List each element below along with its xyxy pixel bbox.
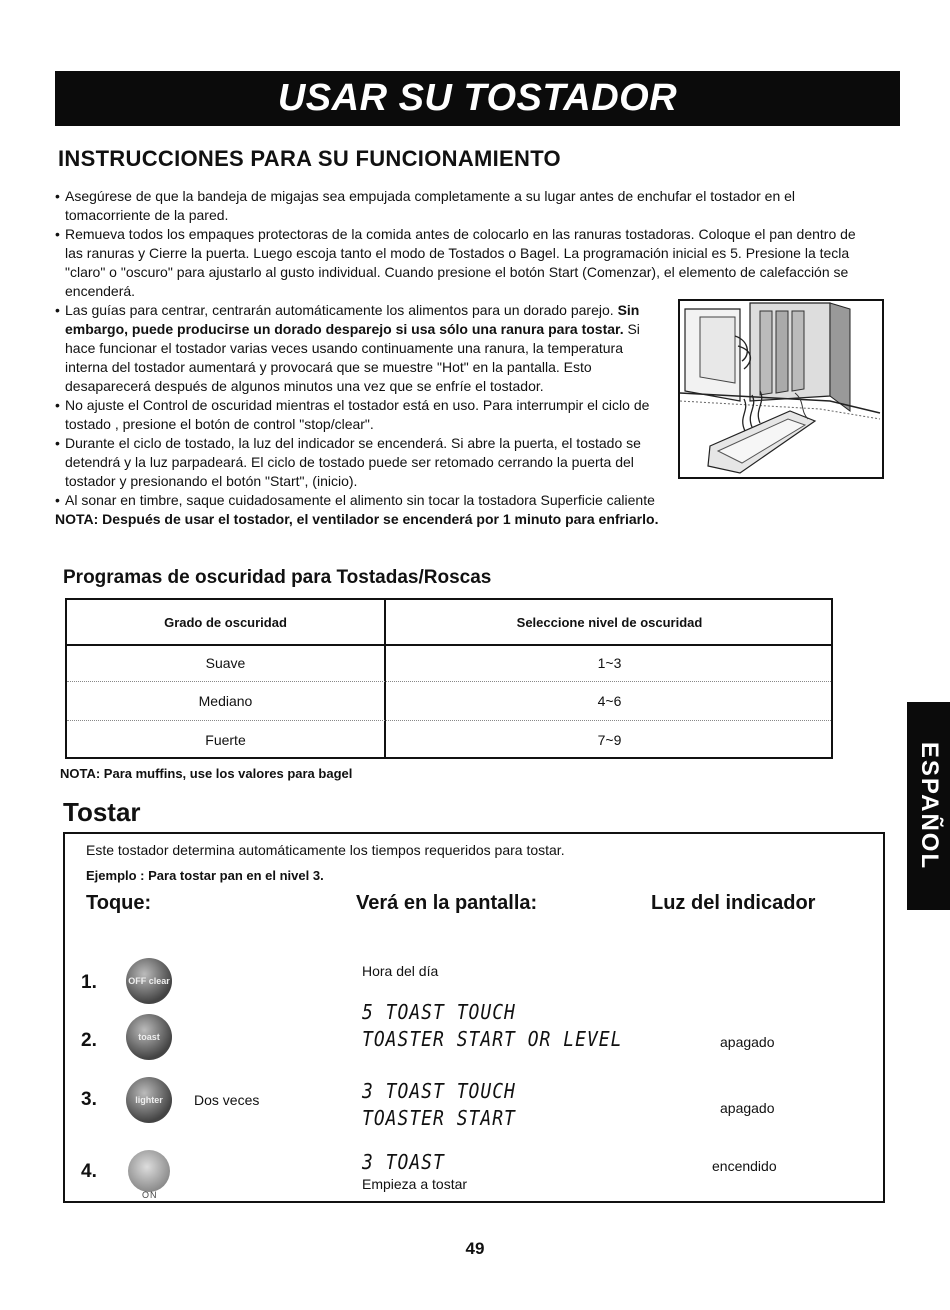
step-number: 4. — [81, 1161, 97, 1182]
darkness-table — [65, 598, 833, 759]
indicator-status: apagado — [720, 1034, 775, 1050]
table-cell-level: 7~9 — [597, 732, 622, 748]
section-title-darkness: Programas de oscuridad para Tostadas/Roscas — [63, 567, 492, 588]
table-cell-grade: Suave — [205, 655, 246, 671]
page-banner: USAR SU TOSTADOR — [55, 71, 900, 126]
start-button-icon — [128, 1150, 170, 1192]
bullet-2: • Remueva todos los empaques protectoras de la comida antes de colocarlo en las ranuras tostadoras. Coloque el pan dentro de las ranuras y Cierre la puerta. Luego escoja tanto el modo de Tostados o Bagel. La programación inicial es 5. Presione la tecla "claro" o "oscuro" para ajustarlo al gusto individual. Cuando presione el botón Start (Comenzar), el elemento de calefacción se encenderá. — [55, 225, 875, 301]
bullet-5: • Durante el ciclo de tostado, la luz del indicador se encenderá. Si abre la puerta, el tostado se detendrá y la luz parpadeará. El ciclo de tostado puede ser retomado cerrando la puerta del tostador y presionando el botón "Start", (inicio). — [55, 434, 665, 491]
display-text: Empieza a tostar — [362, 1176, 468, 1192]
toast-steps-box — [63, 832, 885, 1203]
lcd-display-line: 3 TOAST — [362, 1150, 445, 1175]
toast-button-icon: toast — [126, 1014, 172, 1060]
table-header-grade: Grado de oscuridad — [164, 615, 287, 630]
toaster-illustration — [678, 299, 884, 479]
on-label: ON — [142, 1190, 158, 1200]
off-clear-button-icon: OFF clear — [126, 958, 172, 1004]
column-touch: Toque: — [86, 892, 152, 914]
section-title-instructions: INSTRUCCIONES PARA SU FUNCIONAMIENTO — [58, 146, 561, 171]
language-tab — [907, 702, 950, 910]
bullet-6: • Al sonar en timbre, saque cuidadosamente el alimento sin tocar la tostadora Superficie caliente — [55, 491, 875, 510]
bullet-3-bold: Sin embargo, puede producirse un dorado desparejo si usa sólo una ranura para tostar. — [65, 302, 640, 337]
toaster-drawing — [680, 301, 882, 477]
table-header-level: Seleccione nivel de oscuridad — [516, 615, 703, 630]
step-number: 3. — [81, 1089, 97, 1110]
step-number: 1. — [81, 972, 97, 993]
bullet-3 — [55, 301, 665, 396]
table-cell-level: 4~6 — [597, 693, 622, 709]
lighter-button-icon: lighter — [126, 1077, 172, 1123]
lcd-display-line: 3 TOAST TOUCH — [362, 1079, 516, 1104]
bullet-4: • No ajuste el Control de oscuridad mientras el tostador está en uso. Para interrumpir el ciclo de tostado , presione el botón de control "stop/clear". — [55, 396, 665, 434]
table-cell-grade: Mediano — [198, 693, 253, 709]
language-tab-label: ESPAÑOL — [915, 741, 943, 871]
lcd-display-line: TOASTER START — [362, 1106, 516, 1131]
indicator-status: encendido — [712, 1158, 777, 1174]
section-title-tostar: Tostar — [63, 797, 141, 827]
page-number: 49 — [465, 1239, 485, 1258]
toast-example: Ejemplo : Para tostar pan en el nivel 3. — [86, 868, 324, 883]
bullet-3-text-end: Si hace funcionar el tostador varias veces usando continuamente una ranura, la temperatura interna del tostador aumentará y provocará que se muestre "Hot" en la pantalla. Esto desaparecerá después de algunos minutos una vez que se enfríe el tostador. — [65, 321, 640, 394]
step-number: 2. — [81, 1030, 97, 1051]
column-display: Verá en la pantalla: — [356, 892, 538, 914]
nota-fan: NOTA: Después de usar el tostador, el ventilador se encenderá por 1 minuto para enfriarlo. — [55, 511, 659, 527]
indicator-status: apagado — [720, 1100, 775, 1116]
bullet-1: • Asegúrese de que la bandeja de migajas sea empujada completamente a su lugar antes de enchufar el tostador en el tomacorriente de la pared. — [55, 187, 875, 225]
nota-muffins: NOTA: Para muffins, use los valores para bagel — [60, 766, 353, 781]
lcd-display-line: 5 TOAST TOUCH — [362, 1000, 516, 1025]
step-note: Dos veces — [194, 1092, 260, 1108]
display-text: Hora del día — [362, 963, 439, 979]
toast-intro: Este tostador determina automáticamente los tiempos requeridos para tostar. — [86, 842, 565, 858]
bullet-3-text: Las guías para centrar, centrarán automáticamente los alimentos para un dorado parejo. — [65, 302, 614, 318]
column-indicator: Luz del indicador — [651, 892, 816, 914]
table-cell-level: 1~3 — [597, 655, 622, 671]
table-cell-grade: Fuerte — [205, 732, 246, 748]
lcd-display-line: TOASTER START OR LEVEL — [362, 1027, 623, 1052]
